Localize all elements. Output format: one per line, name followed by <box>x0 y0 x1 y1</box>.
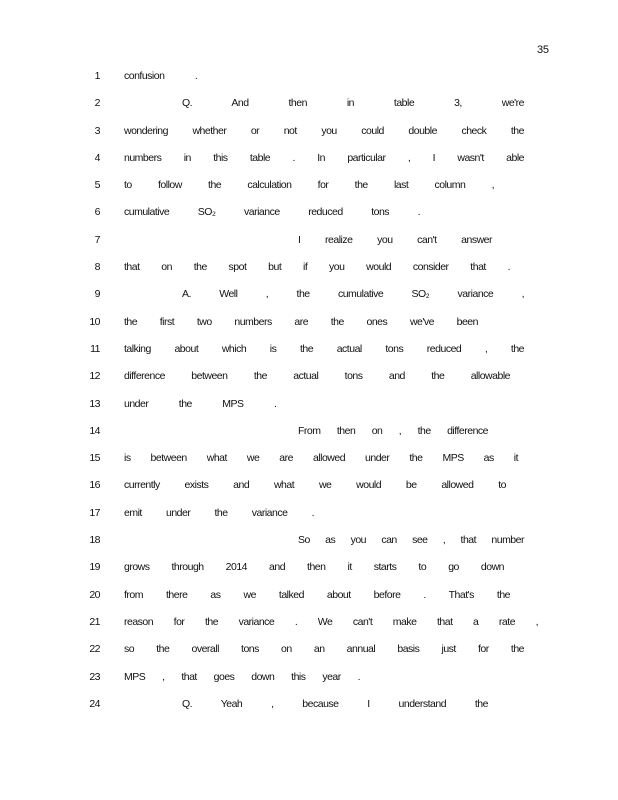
line-number: 24 <box>89 697 100 710</box>
line-number: 9 <box>94 288 100 301</box>
transcript-body <box>0 70 618 725</box>
line-text: cumulative SO₂ variance reduced tons . <box>124 206 420 219</box>
line-text: so the overall tons on an annual basis just for the <box>124 643 524 656</box>
line-text: to follow the calculation for the last column , <box>124 179 494 192</box>
line-number: 6 <box>94 206 100 219</box>
transcript-line <box>0 179 618 206</box>
line-number: 8 <box>94 261 100 274</box>
transcript-line <box>0 343 618 370</box>
transcript-line <box>0 643 618 670</box>
line-text: grows through 2014 and then it starts to go down <box>124 561 504 574</box>
line-text: is between what we are allowed under the MPS as it <box>124 452 518 465</box>
transcript-line <box>0 125 618 152</box>
transcript-line <box>0 370 618 397</box>
line-number: 23 <box>89 670 100 683</box>
line-text: I realize you can't answer <box>298 233 492 246</box>
line-number: 15 <box>89 452 100 465</box>
transcript-line <box>0 206 618 233</box>
transcript-line <box>0 261 618 288</box>
line-text: reason for the variance . We can't make that a rate , <box>124 615 538 628</box>
transcript-line <box>0 589 618 616</box>
line-number: 14 <box>89 424 100 437</box>
line-number: 7 <box>94 233 100 246</box>
transcript-line <box>0 70 618 97</box>
line-number: 17 <box>89 506 100 519</box>
line-number: 12 <box>89 370 100 383</box>
line-number: 18 <box>89 534 100 547</box>
line-text: wondering whether or not you could double check the <box>124 124 524 137</box>
line-text: numbers in this table . In particular , I wasn't able <box>124 151 524 164</box>
line-text: MPS , that goes down this year . <box>124 670 360 683</box>
line-number: 13 <box>89 397 100 410</box>
transcript-line <box>0 452 618 479</box>
transcript-line <box>0 507 618 534</box>
transcript-line <box>0 671 618 698</box>
transcript-line <box>0 698 618 725</box>
line-number: 22 <box>89 643 100 656</box>
line-text: that on the spot but if you would consider that . <box>124 261 510 274</box>
line-number: 20 <box>89 588 100 601</box>
line-text: Q. Yeah , because I understand the <box>182 697 488 710</box>
transcript-line <box>0 398 618 425</box>
line-text: from there as we talked about before . That's the <box>124 588 510 601</box>
transcript-line <box>0 425 618 452</box>
transcript-line <box>0 316 618 343</box>
line-text: Q. And then in table 3, we're <box>182 97 524 110</box>
transcript-line <box>0 234 618 261</box>
line-number: 3 <box>94 124 100 137</box>
transcript-line <box>0 479 618 506</box>
line-text: emit under the variance . <box>124 506 314 519</box>
line-number: 1 <box>94 70 100 82</box>
line-text: confusion . <box>124 70 198 82</box>
line-number: 2 <box>94 97 100 110</box>
line-number: 5 <box>94 179 100 192</box>
line-text: difference between the actual tons and the allowable <box>124 370 510 383</box>
transcript-line <box>0 616 618 643</box>
line-text: From then on , the difference <box>298 424 488 437</box>
line-number: 11 <box>90 342 100 355</box>
line-text: the first two numbers are the ones we've been <box>124 315 478 328</box>
line-text: talking about which is the actual tons reduced , the <box>124 342 524 355</box>
transcript-line <box>0 288 618 315</box>
line-text: So as you can see , that number <box>298 534 524 547</box>
line-number: 21 <box>89 615 100 628</box>
transcript-line <box>0 152 618 179</box>
transcript-line <box>0 561 618 588</box>
page-number: 35 <box>537 44 549 56</box>
line-text: under the MPS . <box>124 397 277 410</box>
line-number: 16 <box>89 479 100 492</box>
line-number: 19 <box>89 561 100 574</box>
line-text: A. Well , the cumulative SO₂ variance , <box>182 288 524 301</box>
transcript-line <box>0 534 618 561</box>
transcript-line <box>0 97 618 124</box>
line-text: currently exists and what we would be allowed to <box>124 479 506 492</box>
line-number: 10 <box>89 315 100 328</box>
line-number: 4 <box>94 151 100 164</box>
